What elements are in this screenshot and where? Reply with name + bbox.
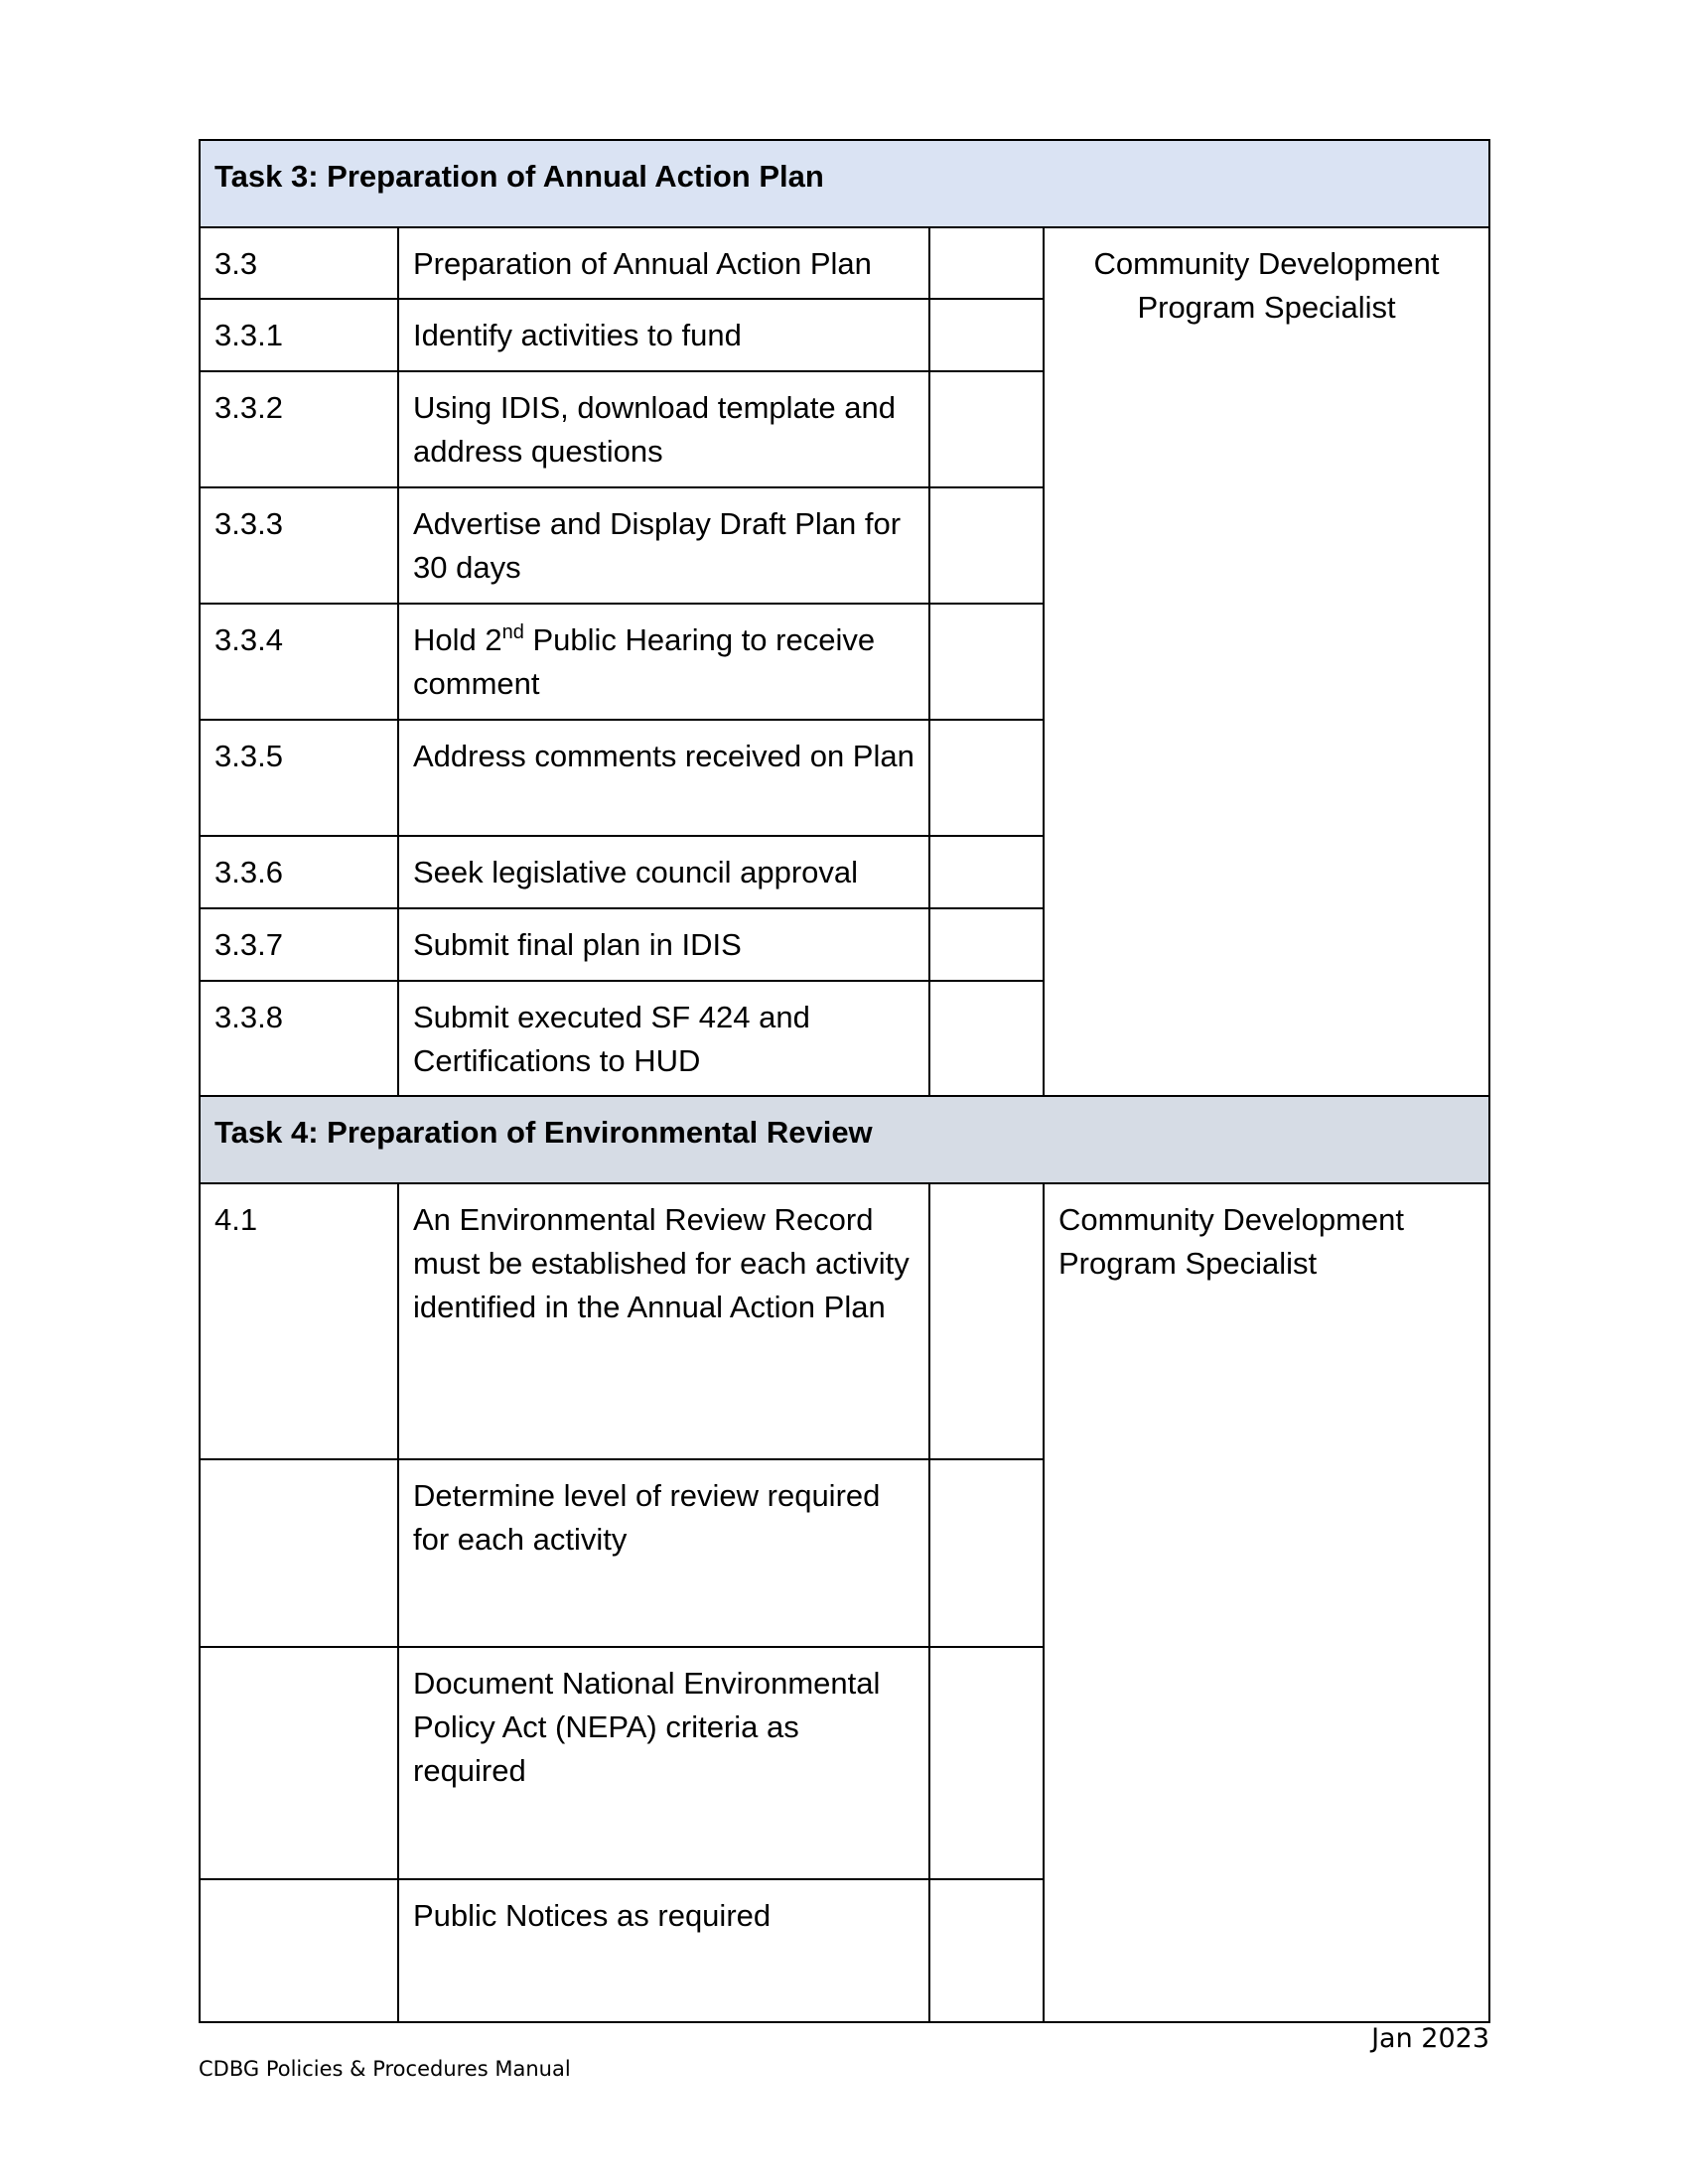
step-number: 3.3.3 (200, 487, 398, 604)
step-number: 3.3.8 (200, 981, 398, 1096)
step-number: 3.3.7 (200, 908, 398, 981)
footer-manual-title: CDBG Policies & Procedures Manual (199, 2057, 571, 2081)
status-cell (929, 1459, 1044, 1647)
status-cell (929, 1183, 1044, 1459)
step-description: Public Notices as required (398, 1879, 929, 2022)
step-number: 3.3.1 (200, 299, 398, 371)
status-cell (929, 981, 1044, 1096)
task4-responsible: Community Development Program Specialist (1044, 1183, 1489, 2022)
step-number: 3.3.2 (200, 371, 398, 487)
step-description: Submit executed SF 424 and Certifications to HUD (398, 981, 929, 1096)
task4-header-row (200, 1096, 1489, 1183)
step-description: Identify activities to fund (398, 299, 929, 371)
status-cell (929, 371, 1044, 487)
task3-responsible: Community Development Program Specialist (1044, 227, 1489, 1096)
step-description: Seek legislative council approval (398, 836, 929, 908)
step-description: An Environmental Review Record must be established for each activity identified in the Annual Action Plan (398, 1183, 929, 1459)
task3-heading: Task 3: Preparation of Annual Action Plan (200, 140, 1489, 227)
status-cell (929, 1647, 1044, 1879)
step-number: 3.3.5 (200, 720, 398, 836)
step-description: Using IDIS, download template and address questions (398, 371, 929, 487)
status-cell (929, 604, 1044, 720)
status-cell (929, 487, 1044, 604)
status-cell (929, 836, 1044, 908)
step-number: 3.3.6 (200, 836, 398, 908)
step-number (200, 1647, 398, 1879)
step-number: 3.3 (200, 227, 398, 299)
step-number: 3.3.4 (200, 604, 398, 720)
task4-heading: Task 4: Preparation of Environmental Review (200, 1096, 1489, 1183)
status-cell (929, 227, 1044, 299)
step-description: Address comments received on Plan (398, 720, 929, 836)
step-number: 4.1 (200, 1183, 398, 1459)
step-description: Document National Environmental Policy Act (NEPA) criteria as required (398, 1647, 929, 1879)
step-description: Hold 2nd Public Hearing to receive comment (398, 604, 929, 720)
table-row (200, 1183, 1489, 1459)
step-description: Submit final plan in IDIS (398, 908, 929, 981)
ordinal-suffix: nd (501, 621, 524, 643)
task3-header-row (200, 140, 1489, 227)
table-row (200, 227, 1489, 299)
status-cell (929, 720, 1044, 836)
status-cell (929, 908, 1044, 981)
step-description: Advertise and Display Draft Plan for 30 days (398, 487, 929, 604)
step-number (200, 1459, 398, 1647)
status-cell (929, 299, 1044, 371)
footer-date: Jan 2023 (1371, 2023, 1489, 2054)
step-number (200, 1879, 398, 2022)
procedures-table (199, 139, 1490, 2023)
step-description: Preparation of Annual Action Plan (398, 227, 929, 299)
step-description: Determine level of review required for each activity (398, 1459, 929, 1647)
status-cell (929, 1879, 1044, 2022)
